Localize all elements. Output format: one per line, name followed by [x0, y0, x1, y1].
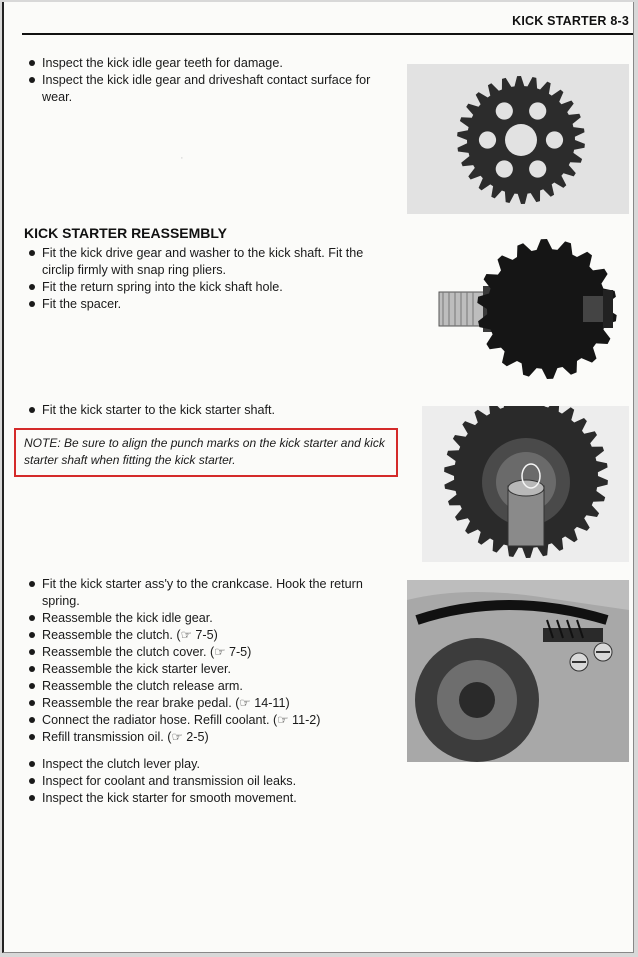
list-item: Connect the radiator hose. Refill coolant. (☞ 11-2): [28, 712, 396, 729]
manual-page: [2, 2, 634, 953]
kick-shaft-assembly-photo: [433, 234, 629, 384]
list-item: Inspect the kick starter for smooth movement.: [28, 790, 396, 807]
list-item: Fit the kick starter to the kick starter shaft.: [28, 402, 396, 419]
reassembly-steps-list-b: [28, 402, 396, 419]
list-item: Reassemble the clutch. (☞ 7-5): [28, 627, 396, 644]
header-rule: [22, 33, 633, 35]
list-item: Fit the spacer.: [28, 296, 396, 313]
crankcase-installed-photo: [407, 580, 629, 762]
kick-idle-gear-photo: [407, 64, 629, 214]
list-item: Fit the return spring into the kick shaft hole.: [28, 279, 396, 296]
list-item: Reassemble the kick starter lever.: [28, 661, 396, 678]
list-item: Inspect for coolant and transmission oil leaks.: [28, 773, 396, 790]
intro-bullet-list: [28, 55, 396, 106]
list-item: Fit the kick starter ass'y to the crankcase. Hook the return spring.: [28, 576, 396, 610]
list-item: Reassemble the clutch release arm.: [28, 678, 396, 695]
section-heading: KICK STARTER REASSEMBLY: [24, 225, 228, 241]
reassembly-steps-list-a: [28, 245, 396, 313]
reassembly-steps-list-c: [28, 576, 396, 746]
list-item: Refill transmission oil. (☞ 2-5): [28, 729, 396, 746]
list-item: Reassemble the clutch cover. (☞ 7-5): [28, 644, 396, 661]
list-item: Reassemble the kick idle gear.: [28, 610, 396, 627]
page-header-title: KICK STARTER 8-3: [512, 14, 629, 28]
note-box: NOTE: Be sure to align the punch marks on the kick starter and kick starter shaft when fitting the kick starter.: [14, 428, 398, 477]
kick-starter-gear-photo: [422, 406, 629, 562]
list-item: Inspect the clutch lever play.: [28, 756, 396, 773]
list-item: Inspect the kick idle gear and driveshaft contact surface for wear.: [28, 72, 396, 106]
show-through-artifact: ·: [180, 152, 184, 164]
inspection-steps-list: [28, 756, 396, 807]
list-item: Inspect the kick idle gear teeth for damage.: [28, 55, 396, 72]
list-item: Reassemble the rear brake pedal. (☞ 14-11): [28, 695, 396, 712]
list-item: Fit the kick drive gear and washer to the kick shaft. Fit the circlip firmly with snap ring pliers.: [28, 245, 396, 279]
